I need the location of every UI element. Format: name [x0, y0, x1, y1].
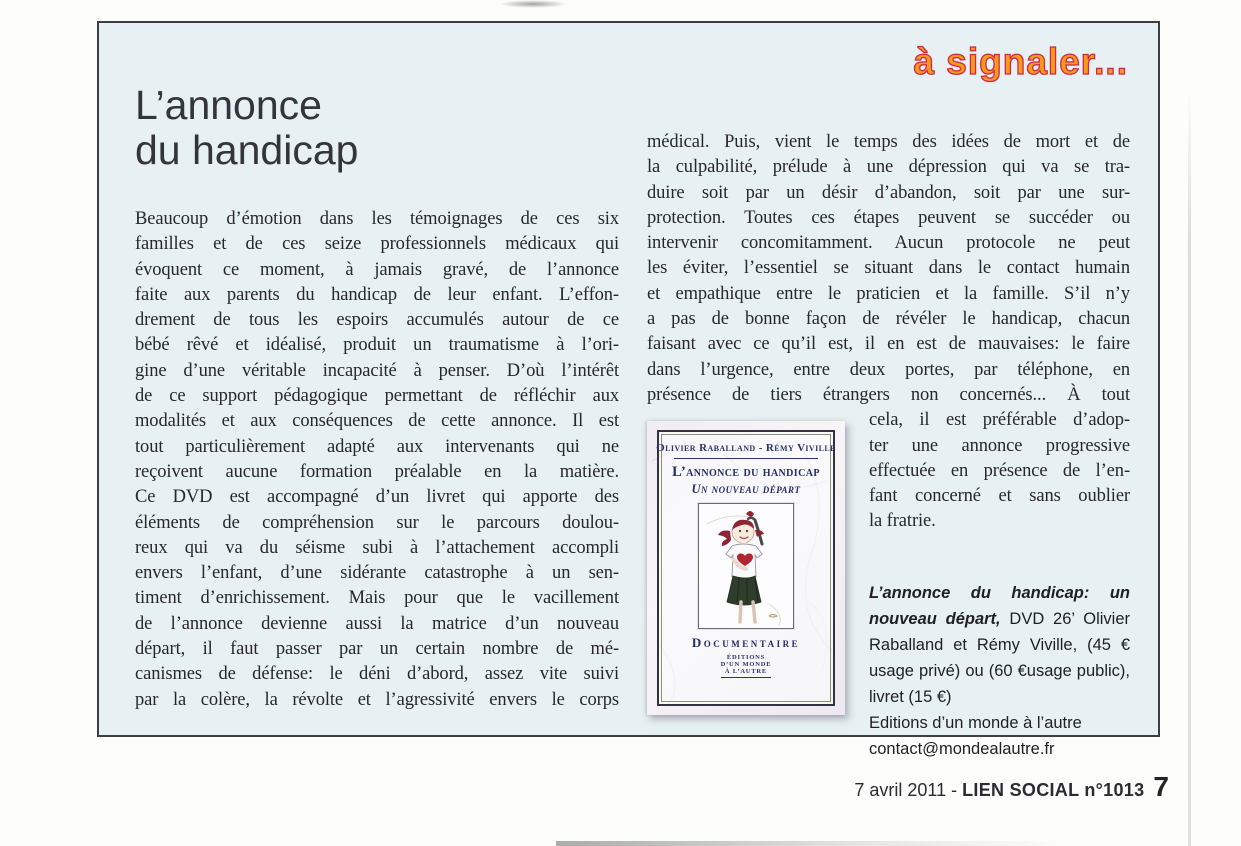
text-line: drement de tous les espoirs accumulés autour de ce	[135, 310, 619, 331]
caption-email: contact@mondealautre.fr	[869, 739, 1055, 758]
text-line: canismes de défense: le déni d’abord, assez vite suivi	[135, 664, 619, 685]
caption-lead: L’annonce du handicap: un nouveau départ,	[869, 583, 1130, 628]
section-header: à signaler...	[913, 41, 1128, 82]
text-line: L’annonce	[135, 82, 322, 128]
text-line: protection. Toutes ces étapes peuvent se succéder ou	[647, 207, 1130, 228]
text-line: reçoivent aucune formation préalable en la matière.	[135, 461, 619, 482]
text-line: duire soit par un désir d’abandon, soit par une sur-	[647, 182, 1130, 203]
text-line: Ce DVD est accompagné d’un livret qui apporte des	[135, 487, 619, 508]
caption-publisher: Editions d’un monde à l’autre	[869, 713, 1082, 732]
text-line: gine d’une véritable incapacité à penser. D’où l’intérêt	[135, 360, 619, 381]
text-line: D’UN MONDE	[720, 661, 772, 668]
text-line: de ce support pédagogique permettant de réfléchir aux	[135, 386, 619, 407]
text-line: par la colère, la révolte et l’agressivité envers le corps	[135, 689, 619, 710]
text-line: médical. Puis, vient le temps des idées de mort et de	[647, 132, 1130, 152]
text-line: dans l’urgence, entre deux portes, par téléphone, en	[647, 359, 1130, 380]
text-line: intervenir concomitamment. Aucun protocole ne peut	[647, 233, 1130, 254]
cover-rule	[674, 458, 818, 459]
right-column	[647, 130, 1130, 762]
cover-illustration-box	[698, 503, 794, 629]
text-line: ÉDITIONS	[726, 654, 766, 661]
text-line: du handicap	[135, 127, 359, 173]
caption-paragraph	[869, 580, 1130, 710]
text-line: la fratrie.	[869, 511, 936, 532]
scan-artifact-top	[498, 0, 568, 8]
cover-publisher-logo	[721, 654, 772, 678]
cover-title: L’annonce du handicap	[672, 464, 820, 480]
text-line: Beaucoup d’émotion dans les témoignages de ces six	[135, 209, 619, 229]
cover-outer-frame	[657, 430, 835, 706]
text-line: départ, il faut passer par un certain nombre de mé-	[135, 639, 619, 660]
text-line: ter une annonce progressive	[869, 435, 1130, 456]
cover-authors: Olivier Raballand - Rémy Viville	[656, 442, 836, 454]
text-line: À L’AUTRE	[724, 668, 768, 675]
text-line: familles et de ces seize professionnels médicaux qui	[135, 234, 619, 255]
article-title	[135, 83, 358, 173]
text-line: faite aux parents du handicap de leur enfant. L’effon-	[135, 284, 619, 305]
text-line: évoquent ce moment, à jamais gravé, de l’annonce	[135, 259, 619, 280]
text-line: timent d’enrichissement. Mais pour que le vacillement	[135, 588, 619, 609]
right-column-text-part1	[647, 130, 1130, 408]
text-line: envers l’enfant, d’une sidérante catastrophe à un sen-	[135, 563, 619, 584]
text-line: de l’annonce devienne aussi la matrice d’un nouveau	[135, 613, 619, 634]
text-line: présence de tiers étrangers non concernés... À tout	[647, 384, 1130, 405]
text-line: éléments de compréhension sur le parcours doulou-	[135, 512, 619, 533]
cover-genre: Documentaire	[691, 635, 801, 650]
text-line: les éviter, l’essentiel se situant dans le contact humain	[647, 258, 1130, 279]
scan-artifact-bottom	[556, 841, 1066, 846]
left-column-text	[135, 207, 619, 713]
text-line: cela, il est préférable d’adop-	[869, 410, 1130, 431]
article-panel	[97, 21, 1160, 758]
text-line: la culpabilité, prélude à une dépression qui va se tra-	[647, 157, 1130, 178]
paper-edge-shadow	[1188, 88, 1191, 846]
text-line: fant concerné et sans oublier	[869, 486, 1130, 507]
caption-body: DVD 26’ Olivier Raballand et Rémy Viville, (45 € usage privé) ou (60 €usage public), livret (15 €)	[869, 609, 1130, 706]
text-line: effectuée en présence de l’en-	[869, 460, 1130, 481]
dvd-caption	[869, 580, 1130, 762]
page-footer	[854, 771, 1169, 803]
girl-illustration	[699, 504, 794, 629]
cover-inner-frame	[656, 434, 836, 702]
footer-page-number: 7	[1153, 771, 1169, 802]
text-line: bébé rêvé et idéalisé, produit un traumatisme à l’ori-	[135, 335, 619, 356]
cover-subtitle: Un nouveau départ	[691, 482, 801, 496]
text-line: et empathique entre le praticien et la famille. S’il n’y	[647, 283, 1130, 304]
dvd-cover	[647, 421, 845, 715]
footer-journal-name: LIEN SOCIAL n°1013	[962, 780, 1145, 800]
text-line: tout particulièrement adapté aux intervenants qui ne	[135, 436, 619, 457]
text-line: modalités et aux conséquences de cette annonce. Il est	[135, 411, 619, 432]
text-line: a pas de bonne façon de révéler le handicap, chacun	[647, 309, 1130, 330]
text-line: reux qui va du séisme subi à l’attachement accompli	[135, 537, 619, 558]
text-line: faisant avec ce qu’il est, il en est de mauvaises: le faire	[647, 334, 1130, 355]
footer-date: 7 avril 2011 -	[854, 780, 963, 800]
right-column-text-part2	[869, 408, 1130, 534]
